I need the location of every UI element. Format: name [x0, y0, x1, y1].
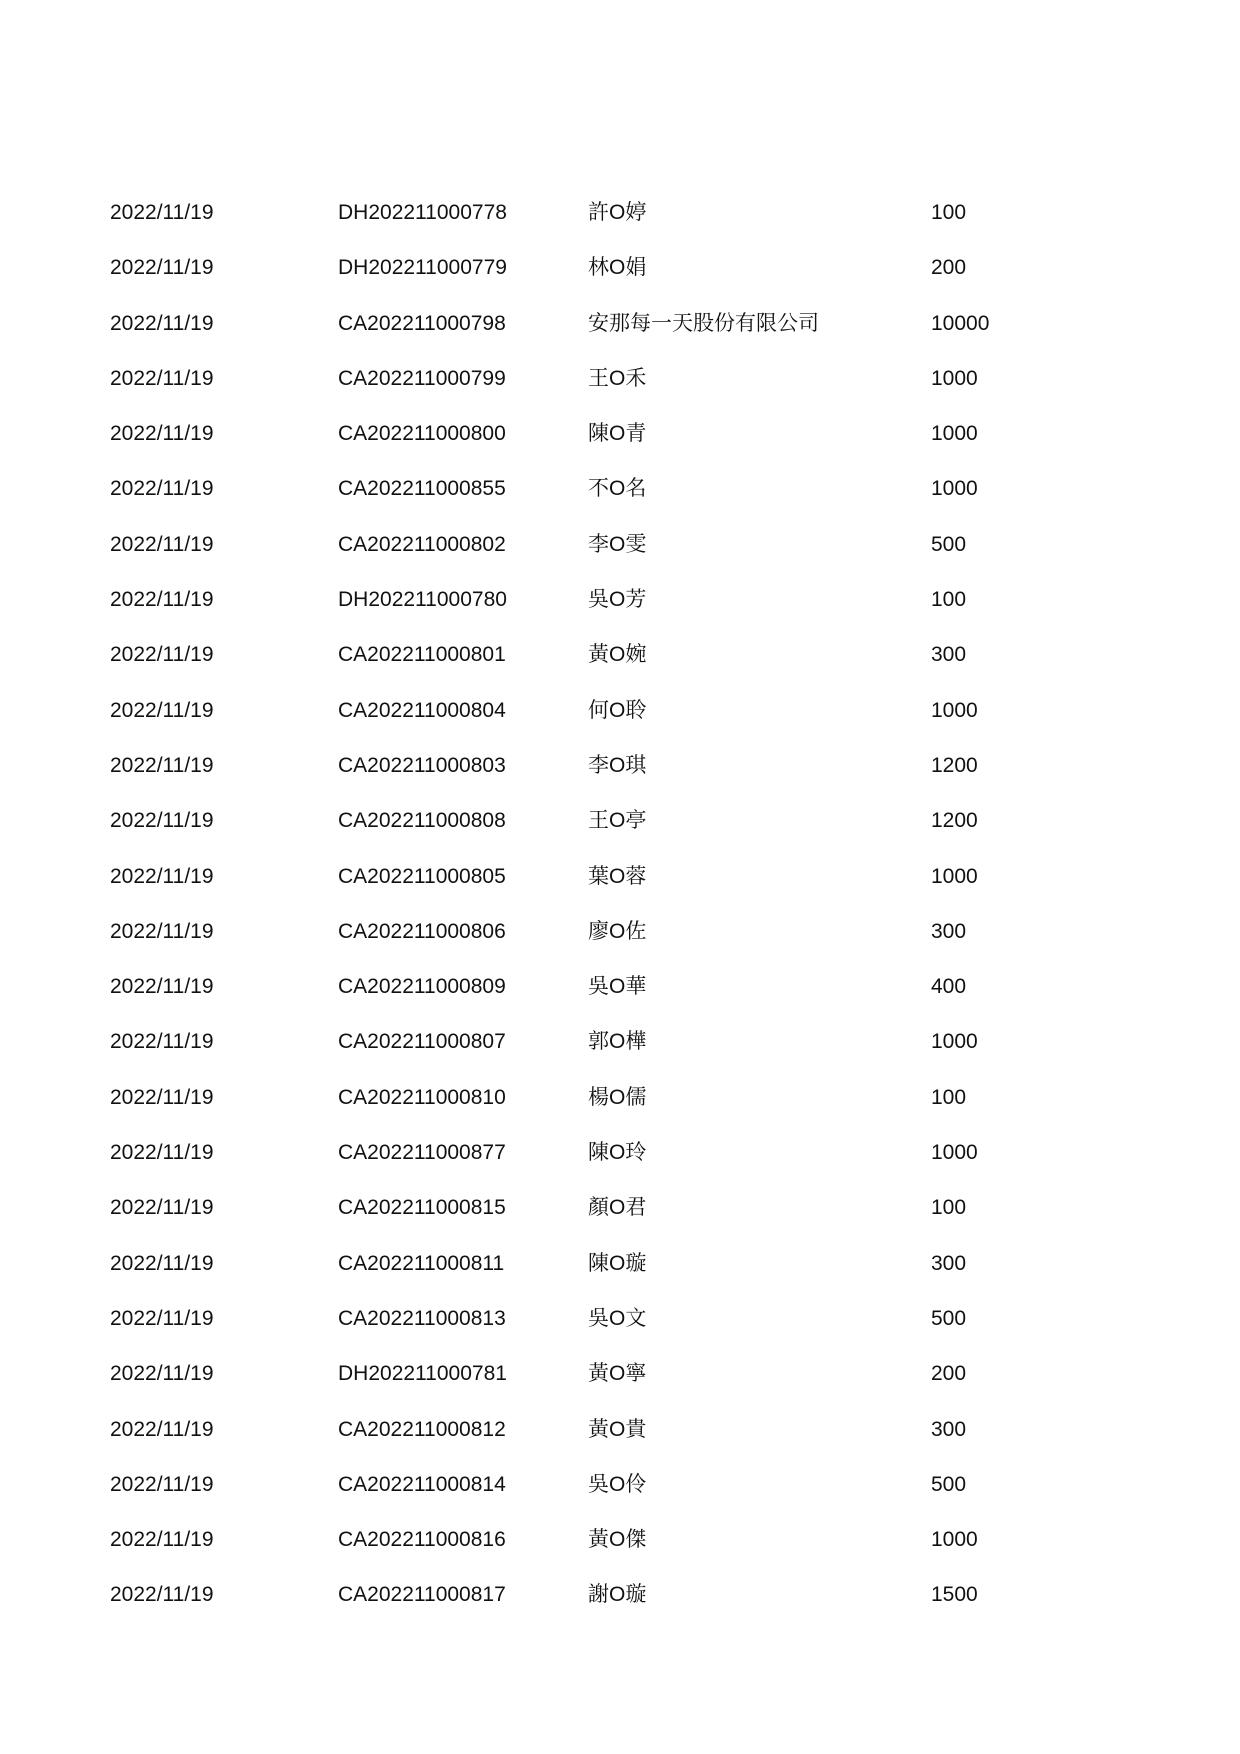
record-amount: 300: [931, 1251, 967, 1275]
record-date: 2022/11/19: [110, 1141, 214, 1165]
record-date: 2022/11/19: [110, 919, 214, 943]
record-amount: 200: [931, 1362, 967, 1386]
record-amount: 300: [931, 1417, 967, 1441]
record-amount: 10000: [931, 311, 990, 335]
record-amount: 1500: [931, 1583, 978, 1607]
record-date: 2022/11/19: [110, 422, 214, 446]
record-date: 2022/11/19: [110, 477, 214, 501]
record-name: 顏O君: [588, 1196, 647, 1220]
record-id: CA202211000807: [338, 1030, 506, 1054]
record-amount: 1000: [931, 477, 978, 501]
record-date: 2022/11/19: [110, 366, 214, 390]
record-name: 謝O璇: [588, 1583, 647, 1607]
record-id: CA202211000811: [338, 1251, 505, 1275]
record-name: 楊O儒: [588, 1085, 647, 1109]
record-date: 2022/11/19: [110, 588, 214, 612]
record-name: 郭O樺: [588, 1030, 647, 1054]
record-name: 吳O伶: [588, 1472, 647, 1496]
record-id: CA202211000803: [338, 753, 506, 777]
record-date: 2022/11/19: [110, 1251, 214, 1275]
record-id: CA202211000801: [338, 643, 506, 667]
record-date: 2022/11/19: [110, 1030, 214, 1054]
record-amount: 1200: [931, 753, 978, 777]
record-amount: 1000: [931, 864, 978, 888]
record-amount: 100: [931, 201, 967, 224]
record-id: CA202211000817: [338, 1583, 506, 1607]
record-name: 廖O佐: [588, 919, 647, 943]
record-id: CA202211000816: [338, 1528, 506, 1552]
record-id: CA202211000813: [338, 1306, 506, 1330]
record-name: 王O亭: [588, 809, 647, 833]
record-id: CA202211000877: [338, 1141, 506, 1165]
record-amount: 300: [931, 643, 967, 667]
record-name: 李O雯: [588, 532, 647, 556]
record-amount: 1000: [931, 1141, 978, 1165]
record-date: 2022/11/19: [110, 1306, 214, 1330]
record-id: DH202211000779: [338, 256, 507, 280]
record-id: CA202211000809: [338, 975, 506, 999]
record-amount: 1000: [931, 1030, 978, 1054]
record-date: 2022/11/19: [110, 201, 214, 224]
record-name: 王O禾: [588, 366, 647, 390]
record-id: CA202211000805: [338, 864, 506, 888]
record-name: 黃O婉: [588, 643, 647, 667]
record-amount: 400: [931, 975, 967, 999]
record-amount: 500: [931, 532, 967, 556]
record-amount: 500: [931, 1306, 967, 1330]
table-row: [0, 1583, 1240, 1650]
record-name: 葉O蓉: [588, 864, 647, 888]
record-date: 2022/11/19: [110, 975, 214, 999]
record-id: CA202211000798: [338, 311, 506, 335]
record-date: 2022/11/19: [110, 1196, 214, 1220]
record-date: 2022/11/19: [110, 643, 214, 667]
record-id: CA202211000804: [338, 698, 506, 722]
record-date: 2022/11/19: [110, 1528, 214, 1552]
record-id: CA202211000814: [338, 1472, 506, 1496]
record-date: 2022/11/19: [110, 1085, 214, 1109]
record-date: 2022/11/19: [110, 1583, 214, 1607]
record-date: 2022/11/19: [110, 864, 214, 888]
record-id: CA202211000800: [338, 422, 506, 446]
record-id: CA202211000812: [338, 1417, 506, 1441]
record-amount: 1000: [931, 1528, 978, 1552]
record-date: 2022/11/19: [110, 1362, 214, 1386]
record-amount: 300: [931, 919, 967, 943]
record-name: 黃O貴: [588, 1417, 647, 1441]
record-amount: 1200: [931, 809, 978, 833]
record-id: CA202211000802: [338, 532, 506, 556]
record-name: 陳O青: [588, 422, 647, 446]
record-date: 2022/11/19: [110, 809, 214, 833]
record-id: DH202211000780: [338, 588, 507, 612]
record-id: CA202211000799: [338, 366, 506, 390]
record-name: 黃O傑: [588, 1528, 647, 1552]
record-date: 2022/11/19: [110, 532, 214, 556]
donation-records-list: [0, 201, 1240, 1651]
record-amount: 1000: [931, 698, 978, 722]
record-name: 林O娟: [588, 256, 647, 280]
record-id: CA202211000808: [338, 809, 506, 833]
record-id: DH202211000781: [338, 1362, 507, 1386]
record-id: CA202211000815: [338, 1196, 506, 1220]
record-amount: 100: [931, 588, 967, 612]
record-amount: 500: [931, 1472, 967, 1496]
record-date: 2022/11/19: [110, 1472, 214, 1496]
record-date: 2022/11/19: [110, 1417, 214, 1441]
record-amount: 100: [931, 1085, 967, 1109]
record-id: CA202211000810: [338, 1085, 506, 1109]
record-amount: 1000: [931, 422, 978, 446]
record-name: 吳O文: [588, 1306, 647, 1330]
record-date: 2022/11/19: [110, 698, 214, 722]
record-date: 2022/11/19: [110, 311, 214, 335]
record-name: 陳O璇: [588, 1251, 647, 1275]
record-name: 何O聆: [588, 698, 647, 722]
record-name: 安那每一天股份有限公司: [588, 311, 819, 335]
record-amount: 200: [931, 256, 967, 280]
record-date: 2022/11/19: [110, 753, 214, 777]
record-name: 不O名: [588, 477, 647, 501]
record-amount: 100: [931, 1196, 967, 1220]
record-name: 黃O寧: [588, 1362, 647, 1386]
record-name: 吳O華: [588, 975, 647, 999]
record-name: 吳O芳: [588, 588, 647, 612]
record-name: 陳O玲: [588, 1141, 647, 1165]
record-id: CA202211000855: [338, 477, 506, 501]
record-id: CA202211000806: [338, 919, 506, 943]
record-name: 李O琪: [588, 753, 647, 777]
record-amount: 1000: [931, 366, 978, 390]
record-date: 2022/11/19: [110, 256, 214, 280]
record-name: 許O婷: [588, 201, 647, 224]
record-id: DH202211000778: [338, 201, 507, 224]
